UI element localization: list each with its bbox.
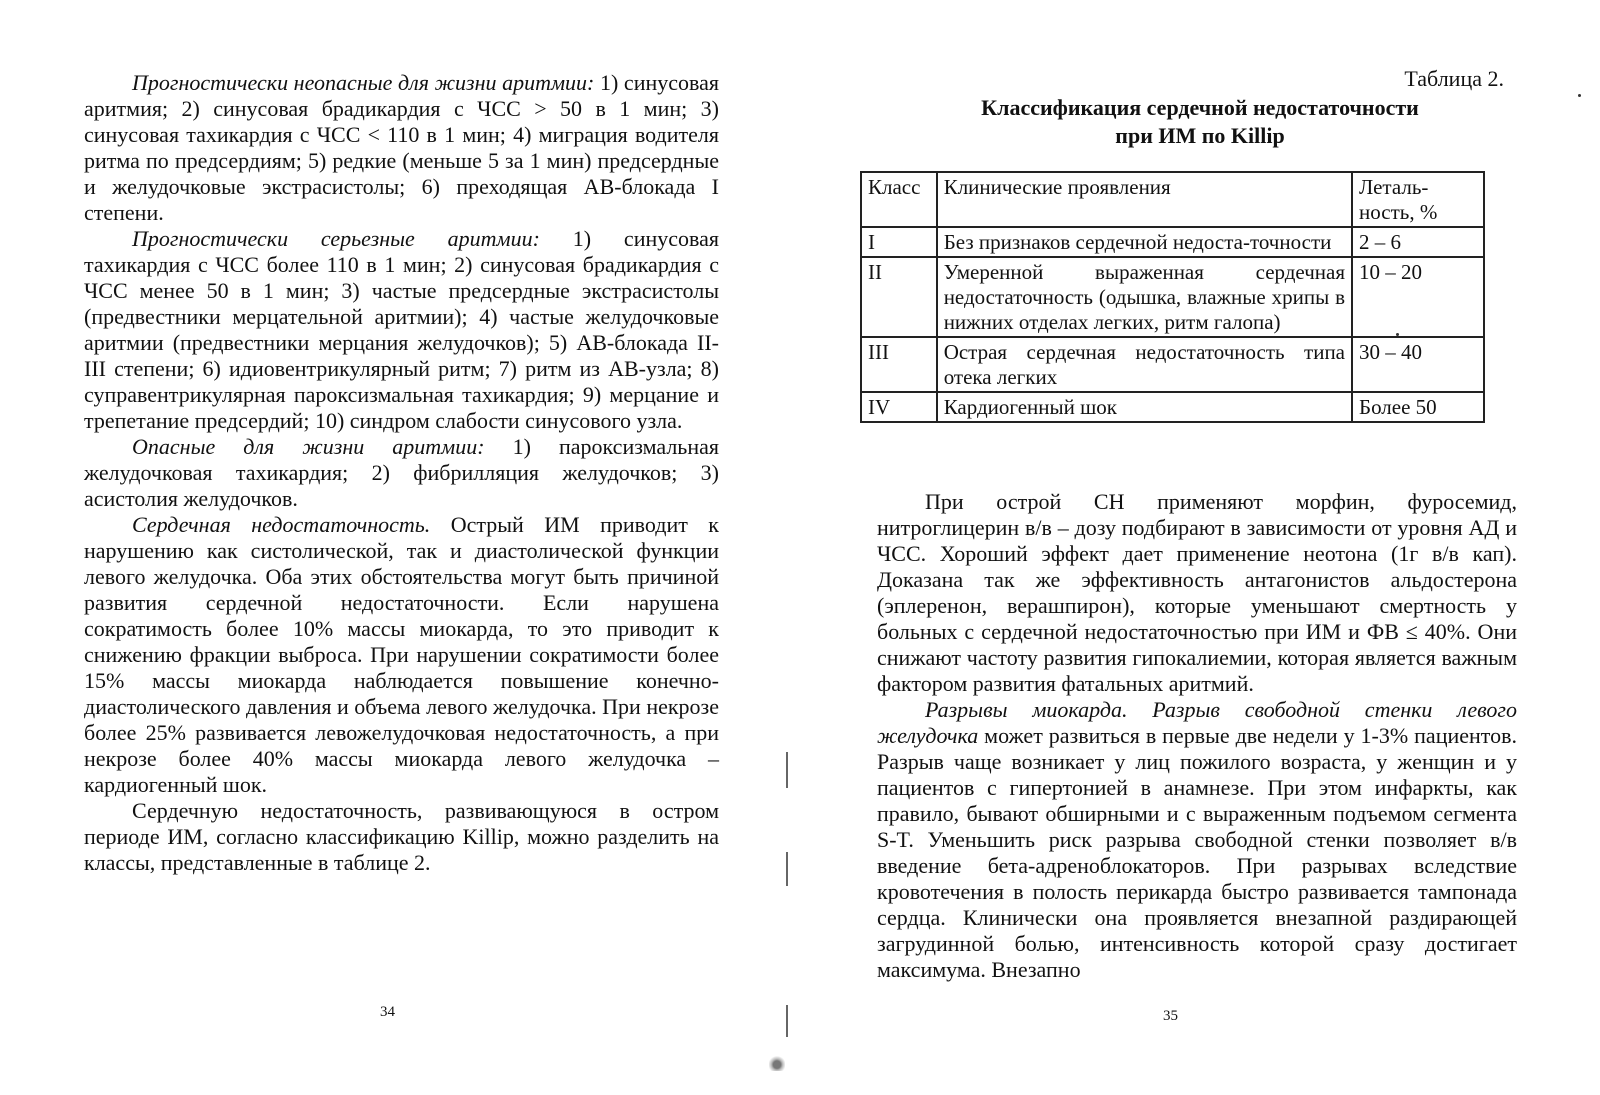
paragraph-heading: Сердечная недостаточность. <box>132 512 431 537</box>
table-header-row <box>861 172 1484 227</box>
table-row <box>861 392 1484 422</box>
paragraph-serious-arrhythmias <box>84 226 719 434</box>
page-number: 34 <box>380 1004 395 1020</box>
table-cell: Без признаков сердечной недоста-точности <box>937 227 1352 257</box>
paragraph-body: Сердечную недостаточность, развивающуюся в остром периоде ИМ, согласно классификацию Killip, можно разделить на классы, представленные в таблице 2. <box>84 798 719 875</box>
table-cell: Кардиогенный шок <box>937 392 1352 422</box>
paragraph-dangerous-arrhythmias <box>84 434 719 512</box>
paragraph-heading: Прогностически неопасные для жизни аритмии: <box>132 70 595 95</box>
paragraph-myocardial-rupture <box>877 697 1517 983</box>
paragraph-body: может развиться в первые две недели у 1-3% пациентов. Разрыв чаще возникает у лиц пожилого возраста, у женщин и у пациентов с гипертонией в анамнезе. При этом инфаркты, как правило, бывают обширными и с выраженным подъемом сегмента S-T. Уменьшить риск разрыва свободной стенки позволяет в/в введение бета-адреноблокаторов. При разрывах вследствие кровотечения в полость перикарда быстро развивается тампонада сердца. Клинически она проявляется внезапной раздирающей загрудинной болью, интенсивность которой сразу достигает максимума. Внезапно <box>877 723 1517 982</box>
paragraph-body: Острый ИМ приводит к нарушению как систолической, так и диастолической функции левого желудочка. Оба этих обстоятельства могут быть причиной развития сердечной недостаточности. Если нарушена сократимость более 10% массы миокарда, то это приводит к снижению фракции выброса. При нарушении сократимости более 15% массы миокарда наблюдается повышение конечно-диастолического давления и объема левого желудочка. При некрозе более 25% развивается левожелудочковая недостаточность, а при некрозе более 40% массы миокарда левого желудочка – кардиогенный шок. <box>84 512 719 797</box>
paragraph-killip-intro <box>84 798 719 876</box>
page-number: 35 <box>1163 1008 1178 1024</box>
header-class: Класс <box>861 172 937 227</box>
table-cell: 10 – 20 <box>1352 257 1484 337</box>
spine-line <box>786 852 788 886</box>
paragraph-acute-hf-treatment <box>877 489 1517 697</box>
table-cell: III <box>861 337 937 392</box>
scan-speck <box>1396 333 1399 336</box>
paragraph-body: При острой СН применяют морфин, фуросемид, нитроглицерин в/в – дозу подбирают в зависимости от уровня АД и ЧСС. Хороший эффект дает применение неотона (1г в/в кап). Доказана так же эффективность антагонистов альдостерона (эплеренон, верашпирон), которые уменьшают смертность у больных с сердечной недостаточностью при ИМ и ФВ ≤ 40%. Они снижают частоту развития гипокалиемии, которая является важным фактором развития фатальных аритмий. <box>877 489 1517 696</box>
table-cell: 30 – 40 <box>1352 337 1484 392</box>
table-cell: 2 – 6 <box>1352 227 1484 257</box>
left-page-text <box>84 70 719 876</box>
paragraph-body: 1) синусовая аритмия; 2) синусовая брадикардия с ЧСС > 50 в 1 мин; 3) синусовая тахикардия с ЧСС < 110 в 1 мин; 4) миграция водителя ритма по предсердиям; 5) редкие (меньше 5 за 1 мин) предсердные и желудочковые экстрасистолы; 6) преходящая АВ-блокада I степени. <box>84 70 719 225</box>
table-cell: II <box>861 257 937 337</box>
table-cell: IV <box>861 392 937 422</box>
spine-smudge <box>769 1055 785 1071</box>
table-cell: Острая сердечная недостаточность типа отека легких <box>937 337 1352 392</box>
table-title <box>920 94 1480 150</box>
paragraph-safe-arrhythmias <box>84 70 719 226</box>
paragraph-heading: Прогностически серьезные аритмии: <box>132 226 540 251</box>
paragraph-body: 1) синусовая тахикардия с ЧСС более 110 в 1 мин; 2) синусовая брадикардия с ЧСС менее 50 в 1 мин; 3) частые предсердные экстрасистолы (предвестники мерцательной аритмии); 4) частые желудочковые аритмии (предвестники мерцания желудочков); 5) АВ-блокада II-III степени; 6) идиовентрикулярный ритм; 7) ритм из АВ-узла; 8) суправентрикулярная пароксизмальная тахикардия; 9) мерцание и трепетание предсердий; 10) синдром слабости синусового узла. <box>84 226 719 433</box>
scan-speck <box>1578 94 1581 97</box>
table-title-line: Классификация сердечной недостаточности <box>981 95 1419 120</box>
spine-line <box>786 752 788 788</box>
table-caption: Таблица 2. <box>1404 66 1504 91</box>
table-row <box>861 337 1484 392</box>
paragraph-heart-failure <box>84 512 719 798</box>
table-cell: Умеренной выраженная сердечная недостаточность (одышка, влажные хрипы в нижних отделах легких, ритм галопа) <box>937 257 1352 337</box>
table-cell: I <box>861 227 937 257</box>
spine-line <box>786 1005 788 1037</box>
killip-table <box>860 171 1485 423</box>
right-page-text <box>877 489 1517 983</box>
header-mortality: Леталь-ность, % <box>1352 172 1484 227</box>
left-page <box>0 0 790 1095</box>
table-row <box>861 257 1484 337</box>
paragraph-body: 1) пароксизмальная желудочковая тахикардия; 2) фибрилляция желудочков; 3) асистолия желудочков. <box>84 434 719 511</box>
table-title-line: при ИМ по Killip <box>1115 123 1285 148</box>
right-page <box>800 0 1600 1095</box>
header-manifestations: Клинические проявления <box>937 172 1352 227</box>
table-cell: Более 50 <box>1352 392 1484 422</box>
paragraph-heading: Опасные для жизни аритмии: <box>132 434 485 459</box>
table-row <box>861 227 1484 257</box>
paragraph-heading: Разрывы миокарда. Разрыв свободной стенки левого желудочка <box>877 697 1517 748</box>
